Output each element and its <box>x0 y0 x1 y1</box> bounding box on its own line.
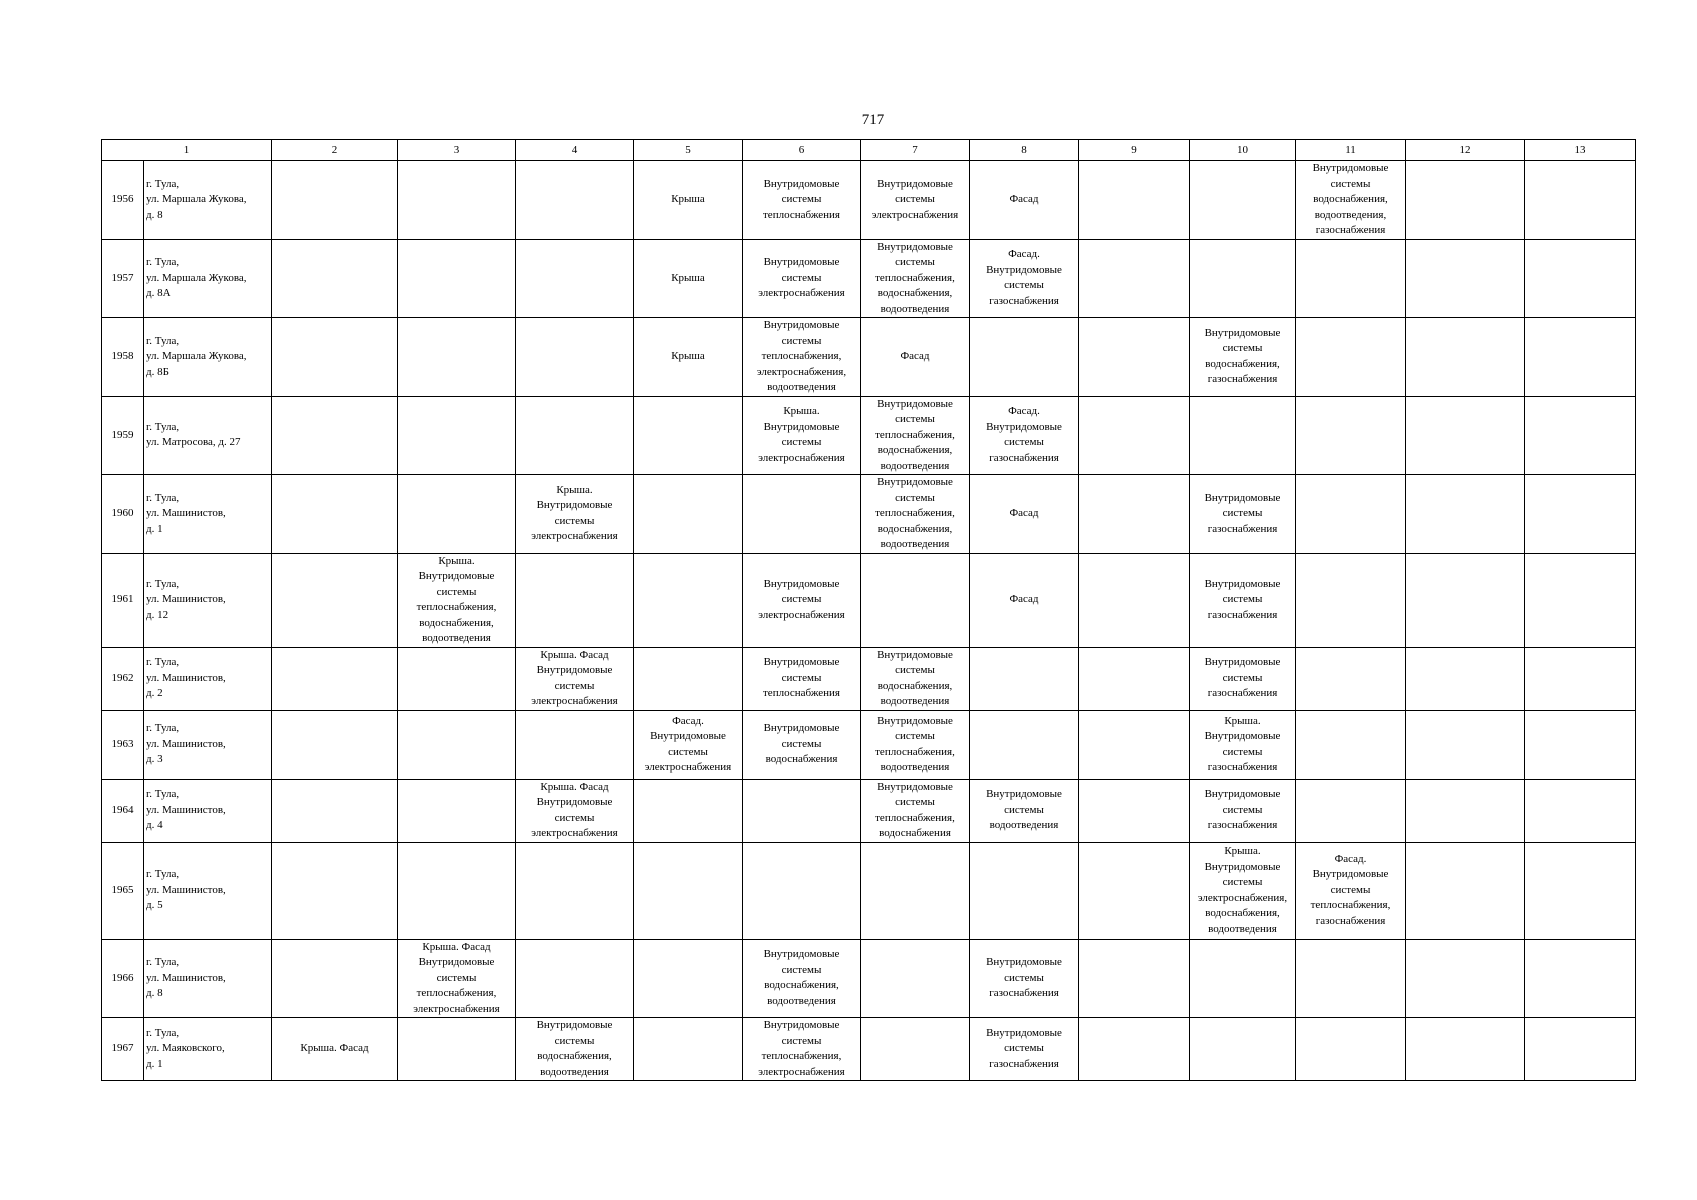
work-cell-col-7: Внутридомовые системы теплоснабжения, водоснабжения, водоотведения <box>861 475 970 554</box>
work-cell-col-2 <box>272 475 398 554</box>
work-cell-col-10: Крыша. Внутридомовые системы электроснабжения, водоснабжения, водоотведения <box>1190 842 1296 939</box>
work-cell-col-7 <box>861 939 970 1018</box>
work-cell-col-6: Внутридомовые системы теплоснабжения, электроснабжения, водоотведения <box>743 318 861 397</box>
work-cell-col-10: Внутридомовые системы газоснабжения <box>1190 553 1296 647</box>
work-cell-col-4 <box>516 842 634 939</box>
work-cell-col-10 <box>1190 161 1296 240</box>
work-cell-col-7: Фасад <box>861 318 970 397</box>
work-cell-col-4 <box>516 239 634 318</box>
work-cell-col-5 <box>634 842 743 939</box>
work-cell-col-6 <box>743 842 861 939</box>
work-cell-col-13 <box>1525 396 1636 475</box>
address-cell: г. Тула, ул. Машинистов, д. 1 <box>144 475 272 554</box>
table-row <box>102 239 1636 318</box>
row-number: 1957 <box>102 239 144 318</box>
work-cell-col-5: Фасад. Внутридомовые системы электроснабжения <box>634 710 743 779</box>
work-cell-col-9 <box>1079 647 1190 710</box>
address-cell: г. Тула, ул. Машинистов, д. 5 <box>144 842 272 939</box>
work-cell-col-13 <box>1525 1018 1636 1081</box>
work-cell-col-12 <box>1406 318 1525 397</box>
work-cell-col-10 <box>1190 396 1296 475</box>
work-cell-col-13 <box>1525 939 1636 1018</box>
work-cell-col-5 <box>634 553 743 647</box>
row-number: 1958 <box>102 318 144 397</box>
work-cell-col-7: Внутридомовые системы теплоснабжения, водоснабжения, водоотведения <box>861 239 970 318</box>
row-number: 1964 <box>102 779 144 842</box>
work-cell-col-6: Внутридомовые системы водоснабжения, водоотведения <box>743 939 861 1018</box>
table-row <box>102 647 1636 710</box>
row-number: 1962 <box>102 647 144 710</box>
work-cell-col-9 <box>1079 939 1190 1018</box>
work-cell-col-11: Фасад. Внутридомовые системы теплоснабжения, газоснабжения <box>1296 842 1406 939</box>
work-cell-col-11 <box>1296 1018 1406 1081</box>
work-cell-col-3: Крыша. Фасад Внутридомовые системы теплоснабжения, электроснабжения <box>398 939 516 1018</box>
work-cell-col-6 <box>743 475 861 554</box>
work-cell-col-11 <box>1296 475 1406 554</box>
work-cell-col-8: Фасад <box>970 161 1079 240</box>
table-row <box>102 318 1636 397</box>
work-cell-col-12 <box>1406 779 1525 842</box>
column-header: 10 <box>1190 140 1296 161</box>
work-cell-col-5: Крыша <box>634 239 743 318</box>
work-cell-col-4 <box>516 161 634 240</box>
table-row <box>102 475 1636 554</box>
work-cell-col-3 <box>398 475 516 554</box>
work-cell-col-13 <box>1525 161 1636 240</box>
work-cell-col-13 <box>1525 647 1636 710</box>
work-cell-col-4 <box>516 553 634 647</box>
work-cell-col-10: Внутридомовые системы водоснабжения, газоснабжения <box>1190 318 1296 397</box>
address-cell: г. Тула, ул. Машинистов, д. 4 <box>144 779 272 842</box>
work-cell-col-12 <box>1406 396 1525 475</box>
work-cell-col-13 <box>1525 475 1636 554</box>
address-cell: г. Тула, ул. Машинистов, д. 3 <box>144 710 272 779</box>
work-cell-col-9 <box>1079 710 1190 779</box>
work-cell-col-7: Внутридомовые системы теплоснабжения, водоотведения <box>861 710 970 779</box>
work-cell-col-2 <box>272 710 398 779</box>
work-cell-col-9 <box>1079 475 1190 554</box>
row-number: 1959 <box>102 396 144 475</box>
table-row <box>102 396 1636 475</box>
column-header: 1 <box>102 140 272 161</box>
work-cell-col-5 <box>634 396 743 475</box>
work-cell-col-8 <box>970 710 1079 779</box>
column-header: 11 <box>1296 140 1406 161</box>
table-row <box>102 161 1636 240</box>
table-row <box>102 939 1636 1018</box>
work-cell-col-9 <box>1079 553 1190 647</box>
work-cell-col-7: Внутридомовые системы электроснабжения <box>861 161 970 240</box>
page-number: 717 <box>861 112 885 128</box>
column-header: 8 <box>970 140 1079 161</box>
work-cell-col-5: Крыша <box>634 318 743 397</box>
work-cell-col-13 <box>1525 553 1636 647</box>
column-header: 2 <box>272 140 398 161</box>
work-cell-col-3 <box>398 1018 516 1081</box>
work-cell-col-2 <box>272 647 398 710</box>
work-cell-col-6: Внутридомовые системы водоснабжения <box>743 710 861 779</box>
row-number: 1963 <box>102 710 144 779</box>
work-cell-col-6: Внутридомовые системы теплоснабжения <box>743 161 861 240</box>
work-cell-col-3 <box>398 710 516 779</box>
work-cell-col-11 <box>1296 396 1406 475</box>
work-cell-col-13 <box>1525 779 1636 842</box>
work-cell-col-11 <box>1296 647 1406 710</box>
work-cell-col-8 <box>970 318 1079 397</box>
work-cell-col-3 <box>398 318 516 397</box>
work-cell-col-10: Внутридомовые системы газоснабжения <box>1190 475 1296 554</box>
table-row <box>102 779 1636 842</box>
work-cell-col-4: Крыша. Внутридомовые системы электроснабжения <box>516 475 634 554</box>
address-cell: г. Тула, ул. Маяковского, д. 1 <box>144 1018 272 1081</box>
work-cell-col-4 <box>516 396 634 475</box>
work-cell-col-6: Крыша. Внутридомовые системы электроснабжения <box>743 396 861 475</box>
work-cell-col-9 <box>1079 1018 1190 1081</box>
work-cell-col-6 <box>743 779 861 842</box>
work-cell-col-3 <box>398 239 516 318</box>
work-cell-col-10 <box>1190 1018 1296 1081</box>
work-cell-col-3 <box>398 779 516 842</box>
work-cell-col-12 <box>1406 553 1525 647</box>
work-cell-col-6: Внутридомовые системы теплоснабжения <box>743 647 861 710</box>
work-cell-col-6: Внутридомовые системы электроснабжения <box>743 239 861 318</box>
row-number: 1956 <box>102 161 144 240</box>
work-cell-col-2: Крыша. Фасад <box>272 1018 398 1081</box>
row-number: 1965 <box>102 842 144 939</box>
work-cell-col-11 <box>1296 710 1406 779</box>
work-cell-col-9 <box>1079 842 1190 939</box>
work-cell-col-2 <box>272 842 398 939</box>
table-row <box>102 1018 1636 1081</box>
table-row <box>102 710 1636 779</box>
work-cell-col-2 <box>272 779 398 842</box>
address-cell: г. Тула, ул. Маршала Жукова, д. 8 <box>144 161 272 240</box>
work-cell-col-7: Внутридомовые системы теплоснабжения, водоснабжения <box>861 779 970 842</box>
work-cell-col-11 <box>1296 939 1406 1018</box>
work-cell-col-2 <box>272 318 398 397</box>
work-cell-col-10: Внутридомовые системы газоснабжения <box>1190 779 1296 842</box>
work-cell-col-5: Крыша <box>634 161 743 240</box>
work-cell-col-8 <box>970 842 1079 939</box>
work-cell-col-4: Крыша. Фасад Внутридомовые системы электроснабжения <box>516 647 634 710</box>
work-cell-col-5 <box>634 779 743 842</box>
address-cell: г. Тула, ул. Матросова, д. 27 <box>144 396 272 475</box>
header-row <box>102 140 1636 161</box>
row-number: 1960 <box>102 475 144 554</box>
repair-schedule-table <box>101 139 1636 1081</box>
work-cell-col-5 <box>634 647 743 710</box>
work-cell-col-12 <box>1406 842 1525 939</box>
work-cell-col-13 <box>1525 239 1636 318</box>
work-cell-col-12 <box>1406 239 1525 318</box>
work-cell-col-12 <box>1406 161 1525 240</box>
work-cell-col-2 <box>272 939 398 1018</box>
table-row <box>102 842 1636 939</box>
work-cell-col-8: Внутридомовые системы газоснабжения <box>970 939 1079 1018</box>
work-cell-col-7: Внутридомовые системы водоснабжения, водоотведения <box>861 647 970 710</box>
work-cell-col-11: Внутридомовые системы водоснабжения, водоотведения, газоснабжения <box>1296 161 1406 240</box>
work-cell-col-8: Внутридомовые системы газоснабжения <box>970 1018 1079 1081</box>
work-cell-col-7 <box>861 553 970 647</box>
work-cell-col-8: Фасад. Внутридомовые системы газоснабжения <box>970 396 1079 475</box>
work-cell-col-7 <box>861 1018 970 1081</box>
work-cell-col-5 <box>634 939 743 1018</box>
work-cell-col-9 <box>1079 396 1190 475</box>
work-cell-col-8: Фасад <box>970 475 1079 554</box>
column-header: 3 <box>398 140 516 161</box>
row-number: 1967 <box>102 1018 144 1081</box>
work-cell-col-2 <box>272 239 398 318</box>
work-cell-col-11 <box>1296 779 1406 842</box>
work-cell-col-7: Внутридомовые системы теплоснабжения, водоснабжения, водоотведения <box>861 396 970 475</box>
work-cell-col-3 <box>398 396 516 475</box>
column-header: 6 <box>743 140 861 161</box>
work-cell-col-10 <box>1190 239 1296 318</box>
work-cell-col-4: Крыша. Фасад Внутридомовые системы электроснабжения <box>516 779 634 842</box>
work-cell-col-8 <box>970 647 1079 710</box>
work-cell-col-4 <box>516 939 634 1018</box>
work-cell-col-3 <box>398 842 516 939</box>
work-cell-col-10: Крыша. Внутридомовые системы газоснабжения <box>1190 710 1296 779</box>
work-cell-col-12 <box>1406 475 1525 554</box>
work-cell-col-10 <box>1190 939 1296 1018</box>
work-cell-col-10: Внутридомовые системы газоснабжения <box>1190 647 1296 710</box>
table-body <box>102 161 1636 1081</box>
work-cell-col-8: Фасад. Внутридомовые системы газоснабжения <box>970 239 1079 318</box>
work-cell-col-7 <box>861 842 970 939</box>
work-cell-col-6: Внутридомовые системы электроснабжения <box>743 553 861 647</box>
work-cell-col-2 <box>272 396 398 475</box>
column-header: 13 <box>1525 140 1636 161</box>
work-cell-col-4 <box>516 318 634 397</box>
work-cell-col-3 <box>398 647 516 710</box>
work-cell-col-11 <box>1296 239 1406 318</box>
table-row <box>102 553 1636 647</box>
column-header: 12 <box>1406 140 1525 161</box>
work-cell-col-2 <box>272 161 398 240</box>
work-cell-col-9 <box>1079 779 1190 842</box>
work-cell-col-13 <box>1525 842 1636 939</box>
work-cell-col-12 <box>1406 710 1525 779</box>
work-cell-col-3 <box>398 161 516 240</box>
work-cell-col-4 <box>516 710 634 779</box>
column-header: 4 <box>516 140 634 161</box>
address-cell: г. Тула, ул. Машинистов, д. 8 <box>144 939 272 1018</box>
address-cell: г. Тула, ул. Маршала Жукова, д. 8Б <box>144 318 272 397</box>
address-cell: г. Тула, ул. Машинистов, д. 2 <box>144 647 272 710</box>
work-cell-col-5 <box>634 1018 743 1081</box>
work-cell-col-9 <box>1079 318 1190 397</box>
column-header: 7 <box>861 140 970 161</box>
address-cell: г. Тула, ул. Маршала Жукова, д. 8А <box>144 239 272 318</box>
work-cell-col-11 <box>1296 553 1406 647</box>
row-number: 1961 <box>102 553 144 647</box>
address-cell: г. Тула, ул. Машинистов, д. 12 <box>144 553 272 647</box>
row-number: 1966 <box>102 939 144 1018</box>
work-cell-col-12 <box>1406 939 1525 1018</box>
work-cell-col-3: Крыша. Внутридомовые системы теплоснабжения, водоснабжения, водоотведения <box>398 553 516 647</box>
work-cell-col-13 <box>1525 710 1636 779</box>
column-header: 5 <box>634 140 743 161</box>
work-cell-col-5 <box>634 475 743 554</box>
work-cell-col-13 <box>1525 318 1636 397</box>
work-cell-col-11 <box>1296 318 1406 397</box>
work-cell-col-8: Фасад <box>970 553 1079 647</box>
work-cell-col-12 <box>1406 1018 1525 1081</box>
work-cell-col-9 <box>1079 161 1190 240</box>
work-cell-col-12 <box>1406 647 1525 710</box>
work-cell-col-4: Внутридомовые системы водоснабжения, водоотведения <box>516 1018 634 1081</box>
work-cell-col-2 <box>272 553 398 647</box>
work-cell-col-8: Внутридомовые системы водоотведения <box>970 779 1079 842</box>
column-header: 9 <box>1079 140 1190 161</box>
work-cell-col-9 <box>1079 239 1190 318</box>
work-cell-col-6: Внутридомовые системы теплоснабжения, электроснабжения <box>743 1018 861 1081</box>
